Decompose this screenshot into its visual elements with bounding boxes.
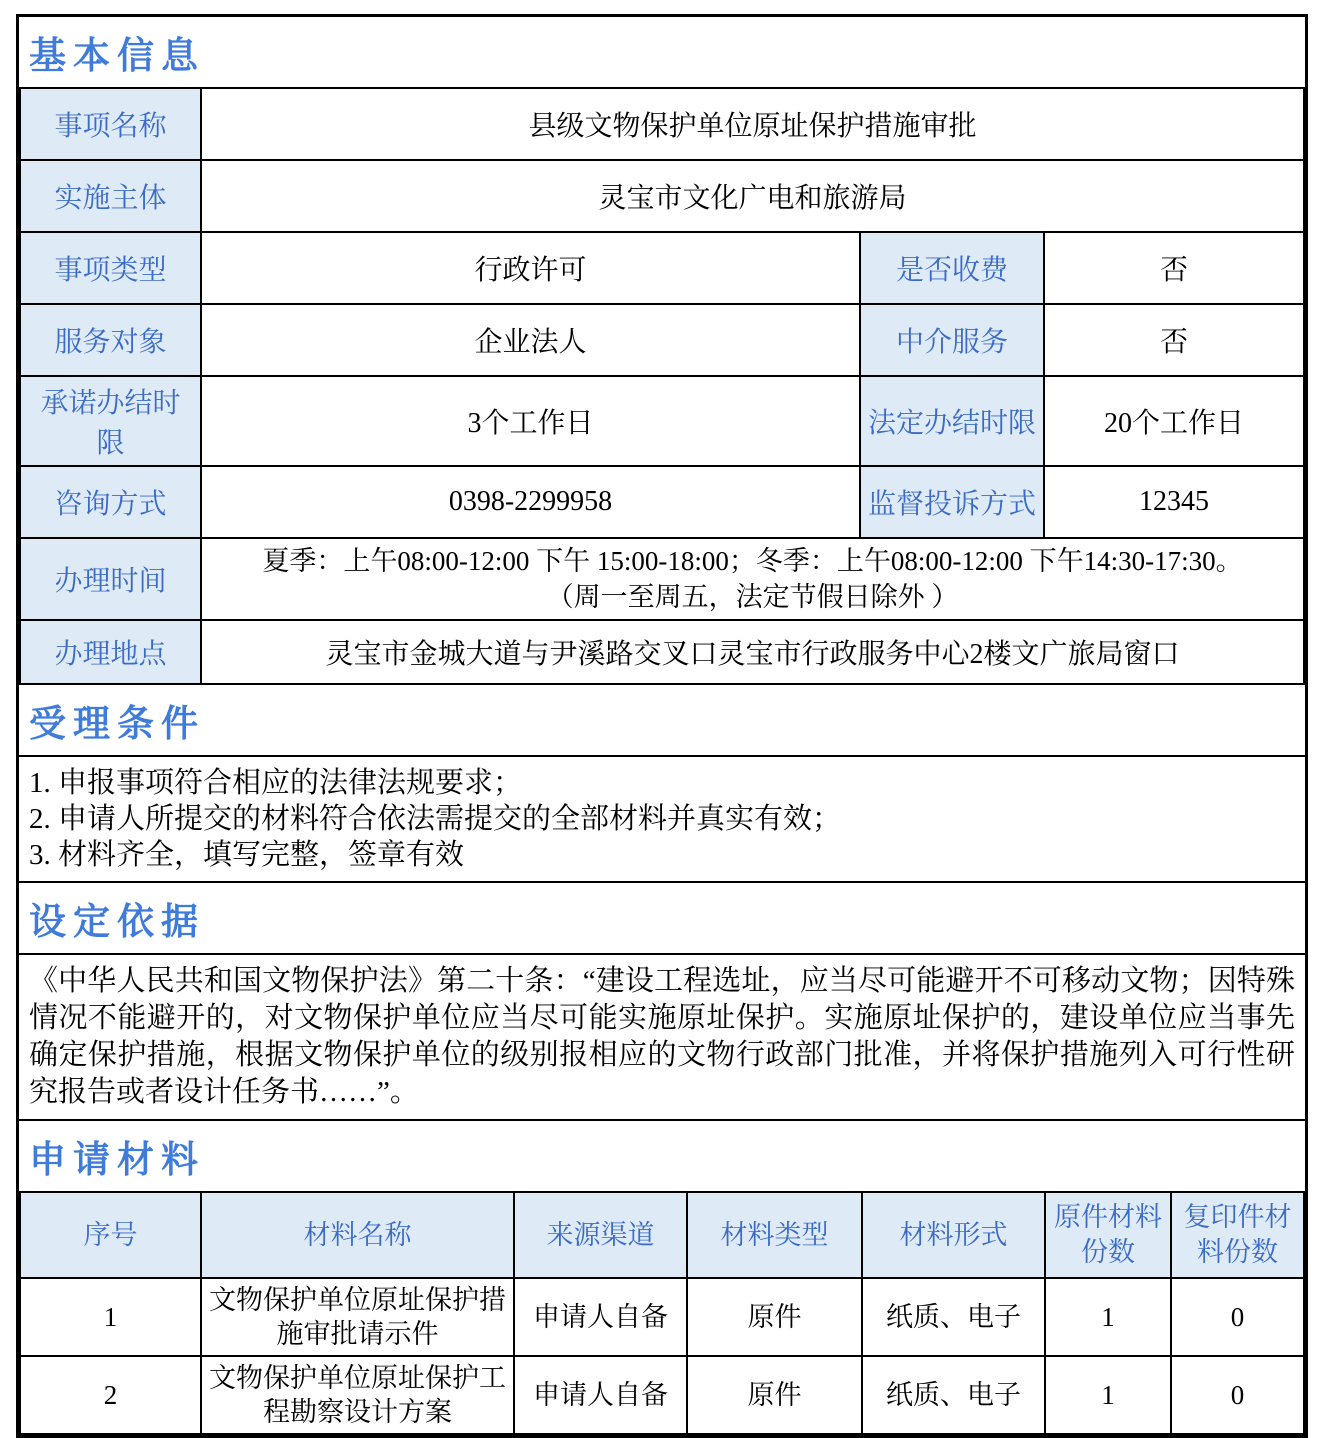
field-label-intermediary: 中介服务 [860,304,1044,376]
field-value-legal-time: 20个工作日 [1044,376,1304,466]
table-row [20,538,1304,620]
materials-cell-original-copies: 1 [1045,1356,1171,1434]
materials-cell-seq: 1 [20,1278,201,1356]
section-title-legal-basis: 设定依据 [29,901,205,942]
field-value-promised-time: 3个工作日 [201,376,860,466]
acceptance-conditions-text [19,755,1305,883]
materials-cell-type: 原件 [687,1278,862,1356]
materials-cell-original-copies: 1 [1045,1278,1171,1356]
document-frame [16,14,1308,1438]
office-hours-line1: 夏季：上午08:00-12:00 下午 15:00-18:00；冬季：上午08:00-12:00 下午14:30-17:30。 [262,546,1243,576]
materials-cell-source: 申请人自备 [514,1356,687,1434]
section-title-basic-info: 基本信息 [29,35,205,76]
field-value-service-target: 企业法人 [201,304,860,376]
materials-header-original-copies: 原件材料份数 [1045,1192,1171,1278]
section-title-acceptance-conditions: 受理条件 [29,703,205,744]
field-label-item-name: 事项名称 [20,88,201,160]
materials-cell-source: 申请人自备 [514,1278,687,1356]
basic-info-table [19,87,1305,685]
field-value-item-type: 行政许可 [201,232,860,304]
materials-header-source: 来源渠道 [514,1192,687,1278]
materials-cell-form: 纸质、电子 [862,1356,1045,1434]
field-label-consult-phone: 咨询方式 [20,466,201,538]
field-value-intermediary: 否 [1044,304,1304,376]
office-hours-line2: （周一至周五，法定节假日除外 ） [546,582,959,612]
field-value-office-location: 灵宝市金城大道与尹溪路交叉口灵宝市行政服务中心2楼文广旅局窗口 [201,620,1304,684]
table-row [20,466,1304,538]
materials-cell-type: 原件 [687,1356,862,1434]
condition-line-3: 3. 材料齐全，填写完整，签章有效 [29,839,465,871]
condition-line-1: 1. 申报事项符合相应的法律法规要求； [29,767,523,799]
materials-header-row [20,1192,1304,1278]
field-label-office-location: 办理地点 [20,620,201,684]
field-value-implementing-body: 灵宝市文化广电和旅游局 [201,160,1304,232]
field-value-charge: 否 [1044,232,1304,304]
materials-header-photocopy-copies: 复印件材料份数 [1171,1192,1304,1278]
materials-row-1 [20,1278,1304,1356]
table-row [20,304,1304,376]
table-row [20,88,1304,160]
condition-line-2: 2. 申请人所提交的材料符合依法需提交的全部材料并真实有效； [29,803,842,835]
field-label-charge: 是否收费 [860,232,1044,304]
materials-row-2 [20,1356,1304,1434]
field-label-service-target: 服务对象 [20,304,201,376]
field-label-office-hours: 办理时间 [20,538,201,620]
field-label-complaint-phone: 监督投诉方式 [860,466,1044,538]
field-value-item-name: 县级文物保护单位原址保护措施审批 [201,88,1304,160]
field-label-promised-time: 承诺办结时限 [20,376,201,466]
legal-basis-text: 《中华人民共和国文物保护法》第二十条：“建设工程选址，应当尽可能避开不可移动文物；因特殊情况不能避开的，对文物保护单位应当尽可能实施原址保护。实施原址保护的，建设单位应当事先确定保护措施，根据文物保护单位的级别报相应的文物行政部门批准，并将保护措施列入可行性研究报告或者设计任务书……”。 [19,953,1305,1121]
field-value-office-hours [201,538,1304,620]
field-label-implementing-body: 实施主体 [20,160,201,232]
materials-cell-photocopy-copies: 0 [1171,1278,1304,1356]
materials-cell-photocopy-copies: 0 [1171,1356,1304,1434]
field-value-consult-phone: 0398-2299958 [201,466,860,538]
materials-table [19,1191,1305,1435]
table-row [20,160,1304,232]
field-label-item-type: 事项类型 [20,232,201,304]
table-row [20,376,1304,466]
field-label-legal-time: 法定办结时限 [860,376,1044,466]
materials-cell-name: 文物保护单位原址保护措施审批请示件 [201,1278,514,1356]
materials-cell-name: 文物保护单位原址保护工程勘察设计方案 [201,1356,514,1434]
materials-header-type: 材料类型 [687,1192,862,1278]
table-row [20,232,1304,304]
materials-cell-form: 纸质、电子 [862,1278,1045,1356]
materials-header-name: 材料名称 [201,1192,514,1278]
materials-header-seq: 序号 [20,1192,201,1278]
section-title-application-materials: 申请材料 [29,1139,205,1180]
materials-header-form: 材料形式 [862,1192,1045,1278]
field-value-complaint-phone: 12345 [1044,466,1304,538]
table-row [20,620,1304,684]
materials-cell-seq: 2 [20,1356,201,1434]
